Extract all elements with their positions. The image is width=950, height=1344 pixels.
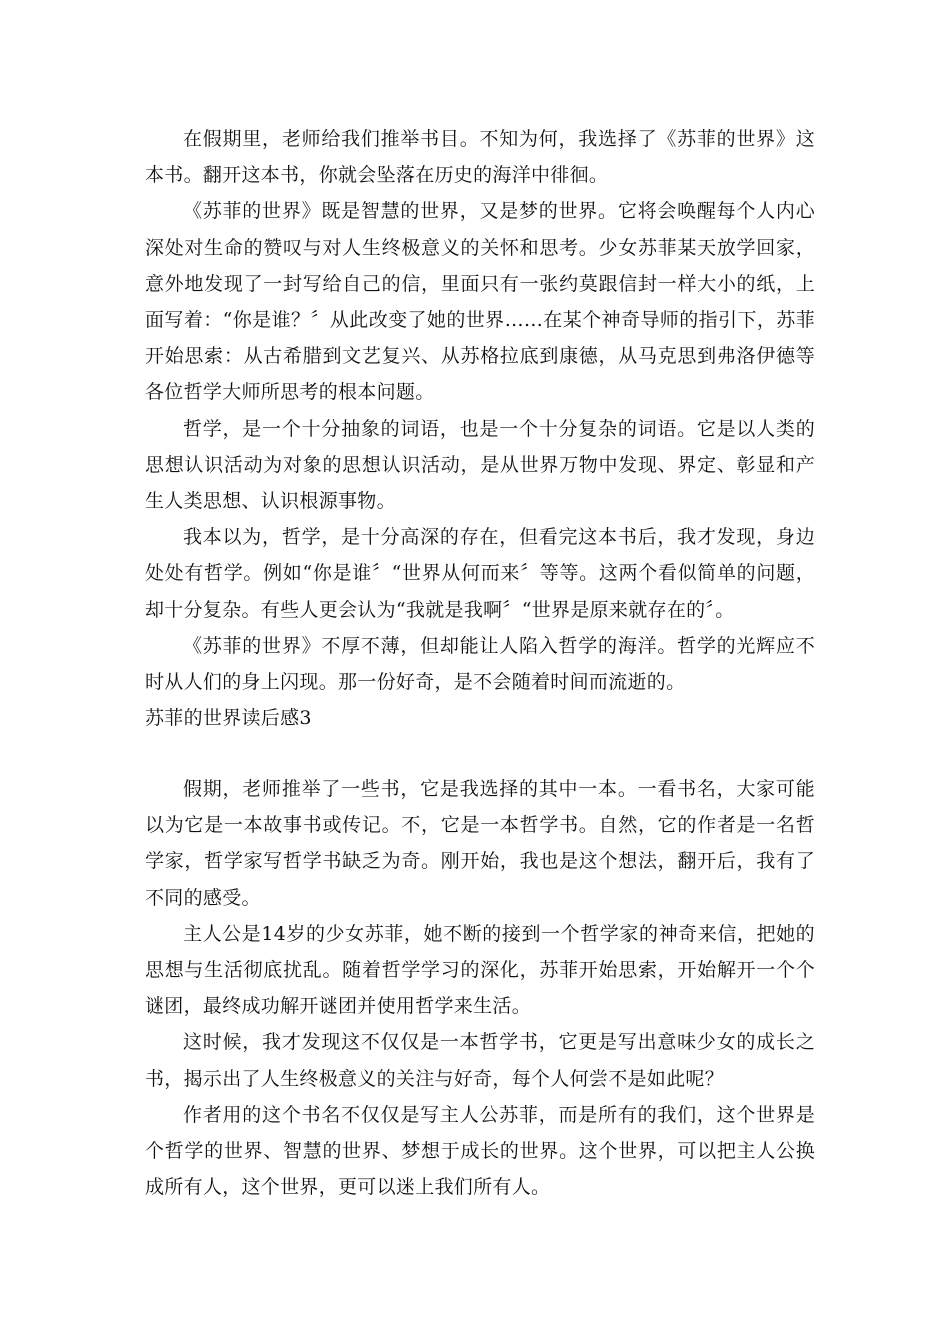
paragraph: 我本以为，哲学，是十分高深的存在，但看完这本书后，我才发现，身边处处有哲学。例如“你是谁〞“世界从何而来〞等等。这两个看似简单的问题，却十分复杂。有些人更会认为“我就是我啊〞“世界是原来就存在的〞。: [145, 526, 815, 621]
paragraph: 在假期里，老师给我们推举书目。不知为何，我选择了《苏菲的世界》这本书。翻开这本书，你就会坠落在历史的海洋中徘徊。: [145, 128, 815, 187]
paragraph: 作者用的这个书名不仅仅是写主人公苏菲，而是所有的我们，这个世界是个哲学的世界、智慧的世界、梦想于成长的世界。这个世界，可以把主人公换成所有人，这个世界，更可以迷上我们所有人。: [145, 1103, 815, 1199]
essay-body-first: [145, 121, 815, 736]
paragraph: 哲学，是一个十分抽象的词语，也是一个十分复杂的词语。它是以人类的思想认识活动为对象的思想认识活动，是从世界万物中发现、界定、彰显和产生人类思想、认识根源事物。: [145, 417, 815, 513]
paragraph: 假期，老师推举了一些书，它是我选择的其中一本。一看书名，大家可能以为它是一本故事书或传记。不，它是一本哲学书。自然，它的作者是一名哲学家，哲学家写哲学书缺乏为奇。刚开始，我也是这个想法，翻开后，我有了不同的感受。: [145, 778, 815, 909]
paragraph: 这时候，我才发现这不仅仅是一本哲学书，它更是写出意味少女的成长之书，揭示出了人生终极意义的关注与好奇，每个人何尝不是如此呢？: [145, 1031, 815, 1090]
paragraph: 《苏菲的世界》既是智慧的世界，又是梦的世界。它将会唤醒每个人内心深处对生命的赞叹与对人生终极意义的关怀和思考。少女苏菲某天放学回家，意外地发现了一封写给自己的信，里面只有一张约莫跟信封一样大小的纸，上面写着：“你是谁？〞从此改变了她的世界……在某个神奇导师的指引下，苏菲开始思索：从古希腊到文艺复兴、从苏格拉底到康德，从马克思到弗洛伊德等各位哲学大师所思考的根本问题。: [145, 200, 815, 404]
paragraph: 主人公是14岁的少女苏菲，她不断的接到一个哲学家的神奇来信，把她的思想与生活彻底扰乱。随着哲学学习的深化，苏菲开始思索，开始解开一个个谜团，最终成功解开谜团并使用哲学来生活。: [145, 922, 815, 1018]
section-heading: 苏菲的世界读后感3: [145, 707, 312, 730]
paragraph: 《苏菲的世界》不厚不薄，但却能让人陷入哲学的海洋。哲学的光辉应不时从人们的身上闪现。那一份好奇，是不会随着时间而流逝的。: [145, 634, 815, 694]
essay-body-second: [145, 771, 815, 1205]
